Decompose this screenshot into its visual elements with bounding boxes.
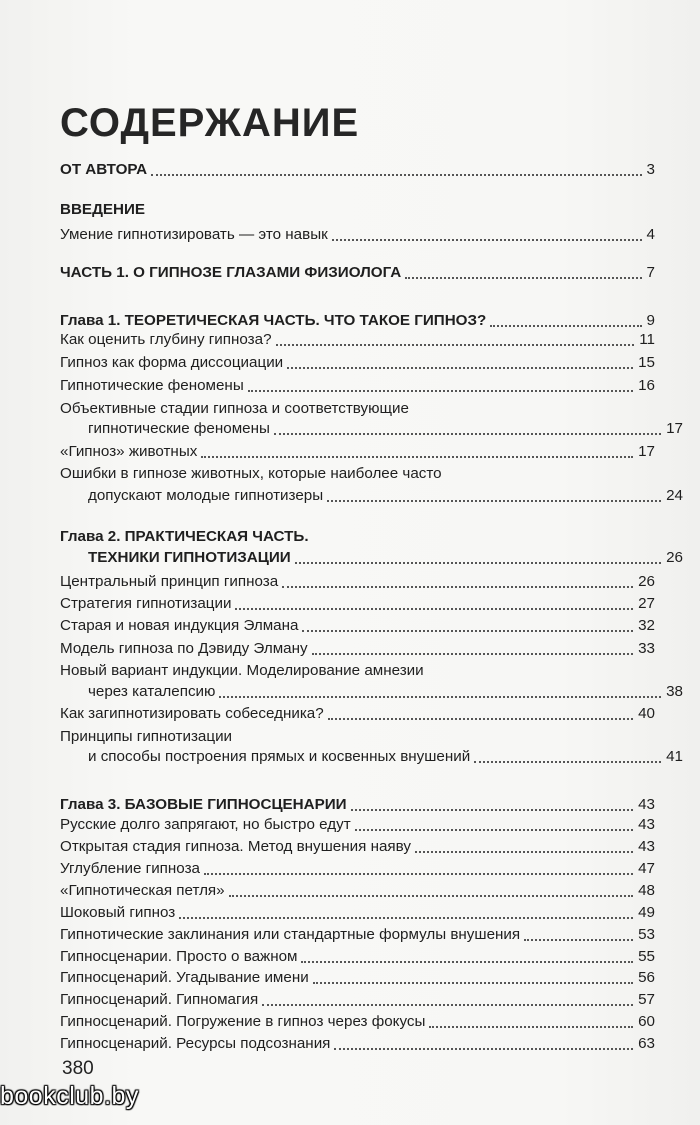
toc-entry-title: Стратегия гипнотизации bbox=[60, 595, 232, 612]
toc-entry-title: Глава 2. ПРАКТИЧЕСКАЯ ЧАСТЬ. bbox=[60, 528, 309, 545]
toc-entry bbox=[60, 376, 655, 396]
toc-entry-title: «Гипнотическая петля» bbox=[60, 882, 225, 899]
toc-entry-page-number: 3 bbox=[646, 161, 655, 178]
toc-entry bbox=[60, 527, 655, 547]
toc-entry bbox=[60, 837, 655, 857]
toc-entry bbox=[60, 815, 655, 835]
toc-entry-title: Гипнотические феномены bbox=[60, 377, 244, 394]
toc-entry bbox=[60, 330, 655, 350]
toc-entry-page-number: 7 bbox=[646, 264, 655, 281]
toc-entry-page-number: 17 bbox=[666, 420, 683, 437]
dot-leader bbox=[302, 630, 633, 632]
toc-entry bbox=[60, 968, 655, 988]
toc-entry-title: Ошибки в гипнозе животных, которые наиболее часто bbox=[60, 465, 442, 482]
toc-entry bbox=[60, 311, 655, 331]
dot-leader bbox=[355, 829, 633, 831]
toc-entry-title: Гипноз как форма диссоциации bbox=[60, 354, 284, 371]
toc-entry-title: Гипнотические заклинания или стандартные формулы внушения bbox=[60, 926, 521, 943]
dot-leader bbox=[274, 433, 661, 435]
toc-entry-page-number: 4 bbox=[646, 226, 655, 243]
toc-entry-title: Новый вариант индукции. Моделирование амнезии bbox=[60, 662, 424, 679]
toc-entry-page-number: 55 bbox=[638, 948, 655, 965]
toc-entry-title: Открытая стадия гипноза. Метод внушения наяву bbox=[60, 838, 411, 855]
toc-entry bbox=[60, 419, 683, 439]
dot-leader bbox=[524, 939, 633, 941]
dot-leader bbox=[334, 1048, 633, 1050]
toc-entry bbox=[60, 200, 655, 220]
dot-leader bbox=[332, 239, 642, 241]
toc-entry-title: гипнотические феномены bbox=[88, 420, 270, 437]
toc-entry-page-number: 38 bbox=[666, 683, 683, 700]
toc-entry-title: ОТ АВТОРА bbox=[60, 161, 148, 178]
toc-entry-title: Как оценить глубину гипноза? bbox=[60, 331, 272, 348]
dot-leader bbox=[151, 174, 642, 176]
toc-entry-page-number: 11 bbox=[639, 331, 655, 348]
dot-leader bbox=[313, 982, 633, 984]
toc-entry-page-number: 60 bbox=[638, 1013, 655, 1030]
toc-entry-title: Старая и новая индукция Элмана bbox=[60, 617, 299, 634]
toc-entry-page-number: 27 bbox=[638, 595, 655, 612]
toc-entry bbox=[60, 353, 655, 373]
dot-leader bbox=[405, 277, 642, 279]
dot-leader bbox=[276, 344, 634, 346]
dot-leader bbox=[219, 696, 661, 698]
dot-leader bbox=[474, 761, 661, 763]
toc-entry bbox=[60, 442, 655, 462]
toc-entry-page-number: 26 bbox=[638, 573, 655, 590]
dot-leader bbox=[490, 325, 642, 327]
toc-entry-page-number: 56 bbox=[638, 969, 655, 986]
toc-entry-title: ТЕХНИКИ ГИПНОТИЗАЦИИ bbox=[88, 549, 291, 566]
toc-entry-title: Глава 1. ТЕОРЕТИЧЕСКАЯ ЧАСТЬ. ЧТО ТАКОЕ ГИПНОЗ? bbox=[60, 312, 487, 329]
toc-entry-title: и способы построения прямых и косвенных внушений bbox=[88, 748, 471, 765]
dot-leader bbox=[295, 562, 661, 564]
toc-entry bbox=[60, 616, 655, 636]
toc-entry bbox=[60, 682, 683, 702]
toc-entry-page-number: 16 bbox=[638, 377, 655, 394]
toc-entry-title: ВВЕДЕНИЕ bbox=[60, 201, 146, 218]
dot-leader bbox=[235, 608, 633, 610]
toc-entry-page-number: 32 bbox=[638, 617, 655, 634]
toc-entry-title: Как загипнотизировать собеседника? bbox=[60, 705, 324, 722]
toc-entry-title: Глава 3. БАЗОВЫЕ ГИПНОСЦЕНАРИИ bbox=[60, 796, 347, 813]
toc-entry bbox=[60, 548, 683, 568]
toc-entry-title: через каталепсию bbox=[88, 683, 216, 700]
toc-entry bbox=[60, 263, 655, 283]
toc-entry-title: Гипносценарий. Гипномагия bbox=[60, 991, 259, 1008]
toc-entry-title: Гипносценарий. Погружение в гипноз через фокусы bbox=[60, 1013, 426, 1030]
page-number: 380 bbox=[62, 1058, 94, 1079]
toc-entry bbox=[60, 990, 655, 1010]
toc-entry bbox=[60, 572, 655, 592]
toc-entry-page-number: 41 bbox=[666, 748, 683, 765]
toc-entry-page-number: 40 bbox=[638, 705, 655, 722]
toc-entry bbox=[60, 947, 655, 967]
toc-entry-title: Гипносценарий. Ресурсы подсознания bbox=[60, 1035, 331, 1052]
toc-entry bbox=[60, 1034, 655, 1054]
toc-entry-page-number: 43 bbox=[638, 816, 655, 833]
page-title: СОДЕРЖАНИЕ bbox=[60, 100, 360, 145]
toc-entry-page-number: 9 bbox=[646, 312, 655, 329]
toc-entry-page-number: 24 bbox=[666, 487, 683, 504]
toc-entry bbox=[60, 160, 655, 180]
toc-entry bbox=[60, 639, 655, 659]
toc-entry bbox=[60, 747, 683, 767]
dot-leader bbox=[301, 961, 633, 963]
dot-leader bbox=[201, 456, 633, 458]
toc-entry bbox=[60, 903, 655, 923]
toc-entry bbox=[60, 1012, 655, 1032]
toc-entry-title: Русские долго запрягают, но быстро едут bbox=[60, 816, 351, 833]
dot-leader bbox=[262, 1004, 633, 1006]
toc-entry bbox=[60, 225, 655, 245]
toc-entry-page-number: 53 bbox=[638, 926, 655, 943]
toc-entry-page-number: 15 bbox=[638, 354, 655, 371]
watermark: bookclub.by bbox=[0, 1082, 139, 1110]
toc-entry-title: Гипносценарий. Угадывание имени bbox=[60, 969, 309, 986]
toc-entry bbox=[60, 925, 655, 945]
toc-entry-title: Шоковый гипноз bbox=[60, 904, 176, 921]
dot-leader bbox=[204, 873, 633, 875]
dot-leader bbox=[429, 1026, 633, 1028]
toc-entry bbox=[60, 795, 655, 815]
dot-leader bbox=[229, 895, 633, 897]
toc-entry bbox=[60, 704, 655, 724]
toc-entry bbox=[60, 661, 655, 681]
dot-leader bbox=[415, 851, 633, 853]
toc-entry-title: «Гипноз» животных bbox=[60, 443, 198, 460]
dot-leader bbox=[287, 367, 633, 369]
toc-entry-title: Объективные стадии гипноза и соответствующие bbox=[60, 400, 409, 417]
toc-entry-page-number: 33 bbox=[638, 640, 655, 657]
dot-leader bbox=[312, 653, 633, 655]
toc-entry bbox=[60, 486, 683, 506]
dot-leader bbox=[179, 917, 633, 919]
toc-entry-page-number: 26 bbox=[666, 549, 683, 566]
toc-entry-page-number: 57 bbox=[638, 991, 655, 1008]
dot-leader bbox=[351, 809, 633, 811]
toc-entry bbox=[60, 464, 655, 484]
toc-entry bbox=[60, 859, 655, 879]
toc-entry-title: Углубление гипноза bbox=[60, 860, 200, 877]
dot-leader bbox=[327, 500, 661, 502]
toc-entry-page-number: 43 bbox=[638, 796, 655, 813]
toc-entry bbox=[60, 727, 655, 747]
toc-entry-page-number: 47 bbox=[638, 860, 655, 877]
toc-entry-page-number: 49 bbox=[638, 904, 655, 921]
toc-entry-title: Гипносценарии. Просто о важном bbox=[60, 948, 298, 965]
toc-entry-page-number: 48 bbox=[638, 882, 655, 899]
dot-leader bbox=[248, 390, 633, 392]
toc-entry-title: Центральный принцип гипноза bbox=[60, 573, 279, 590]
toc-entry-title: допускают молодые гипнотизеры bbox=[88, 487, 324, 504]
toc-entry bbox=[60, 594, 655, 614]
toc-entry bbox=[60, 399, 655, 419]
toc-entry-page-number: 43 bbox=[638, 838, 655, 855]
dot-leader bbox=[328, 718, 633, 720]
toc-entry-page-number: 63 bbox=[638, 1035, 655, 1052]
toc-entry-title: ЧАСТЬ 1. О ГИПНОЗЕ ГЛАЗАМИ ФИЗИОЛОГА bbox=[60, 264, 402, 281]
toc-entry-title: Принципы гипнотизации bbox=[60, 728, 233, 745]
toc-entry bbox=[60, 881, 655, 901]
dot-leader bbox=[282, 586, 633, 588]
toc-entry-page-number: 17 bbox=[638, 443, 655, 460]
toc-entry-title: Умение гипнотизировать — это навык bbox=[60, 226, 328, 243]
toc-entry-title: Модель гипноза по Дэвиду Элману bbox=[60, 640, 308, 657]
